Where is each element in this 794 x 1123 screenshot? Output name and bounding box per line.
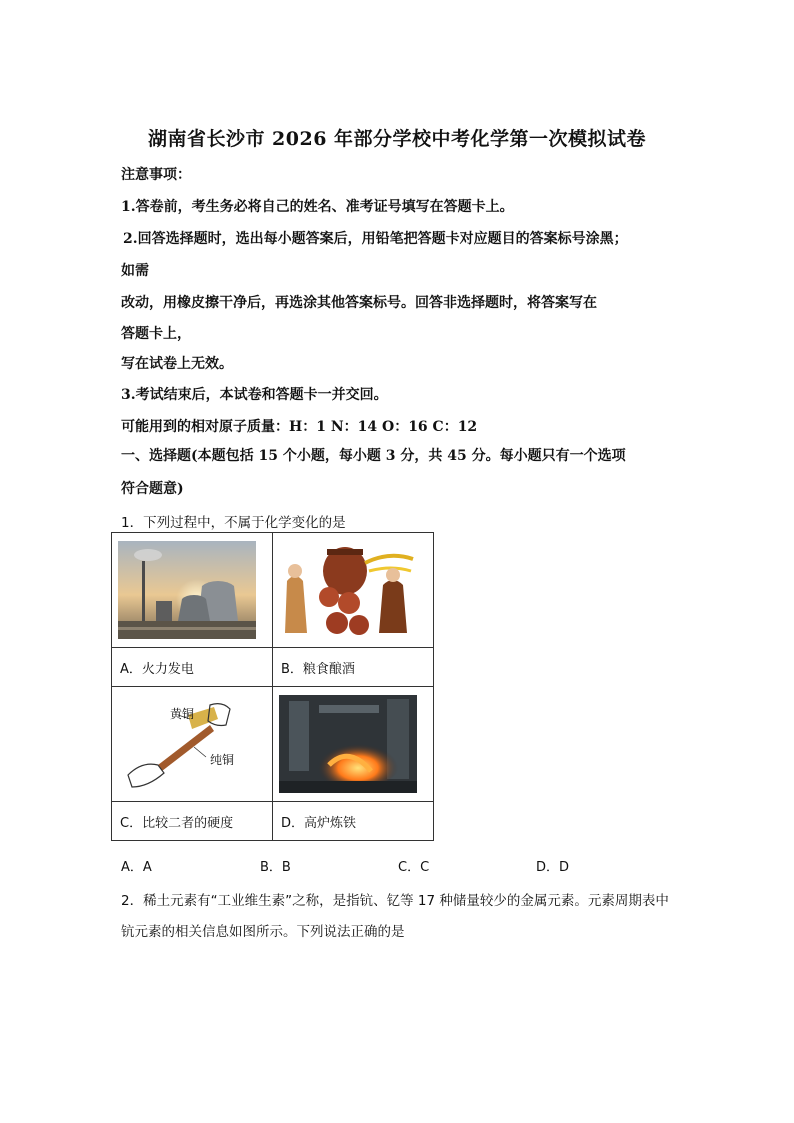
- q1-stem: 1．下列过程中，不属于化学变化的是: [121, 515, 346, 531]
- option-d-label: D．高炉炼铁: [273, 802, 434, 841]
- blast-furnace-image: [279, 695, 417, 793]
- copper-label: 纯铜: [210, 753, 235, 767]
- q2-stem-line-2: 钪元素的相关信息如图所示。下列说法正确的是: [121, 924, 405, 940]
- q1-options-table: [111, 532, 434, 841]
- q1-image-cell-d: [273, 687, 434, 802]
- hardness-comparison-image: [118, 695, 256, 793]
- brewing-image: [279, 541, 417, 639]
- section1-heading-cont: 符合题意): [121, 481, 184, 497]
- notice-line-3: 如需: [121, 263, 149, 279]
- notice-line-2: 2.回答选择题时，选出每小题答案后，用铅笔把答题卡对应题目的答案标号涂黑；: [123, 231, 628, 247]
- q1-answer-d: D．D: [536, 860, 570, 875]
- q1-answer-b: B．B: [260, 860, 291, 875]
- notice-heading: 注意事项：: [121, 167, 191, 183]
- q1-answer-c: C．C: [398, 860, 430, 875]
- brass-label: 黄铜: [170, 707, 195, 721]
- page-title: 湖南省长沙市 2026 年部分学校中考化学第一次模拟试卷: [147, 128, 647, 150]
- option-c-label: C．比较二者的硬度: [112, 802, 273, 841]
- q1-answer-a: A．A: [121, 860, 152, 875]
- q2-stem-line-1: 2．稀土元素有“工业维生素”之称，是指钪、钇等 17 种储量较少的金属元素。元素周期表中: [121, 893, 669, 909]
- notice-line-6: 写在试卷上无效。: [121, 356, 233, 372]
- notice-line-1: 1.答卷前，考生务必将自己的姓名、准考证号填写在答题卡上。: [121, 199, 514, 215]
- notice-line-7: 3.考试结束后，本试卷和答题卡一并交回。: [121, 387, 388, 403]
- q1-image-cell-b: [273, 533, 434, 648]
- option-a-label: A．火力发电: [112, 648, 273, 687]
- section1-heading: 一、选择题(本题包括 15 个小题，每小题 3 分，共 45 分。每小题只有一个选项: [121, 448, 626, 464]
- notice-line-4: 改动，用橡皮擦干净后，再选涂其他答案标号。回答非选择题时，将答案写在: [121, 295, 597, 311]
- q1-image-cell-c: [112, 687, 273, 802]
- notice-line-5: 答题卡上，: [121, 326, 191, 342]
- option-b-label: B．粮食酿酒: [273, 648, 434, 687]
- atomic-mass-line: 可能用到的相对原子质量：H：1 N：14 O：16 C：12: [121, 419, 478, 435]
- power-plant-image: [118, 541, 256, 639]
- q1-image-cell-a: [112, 533, 273, 648]
